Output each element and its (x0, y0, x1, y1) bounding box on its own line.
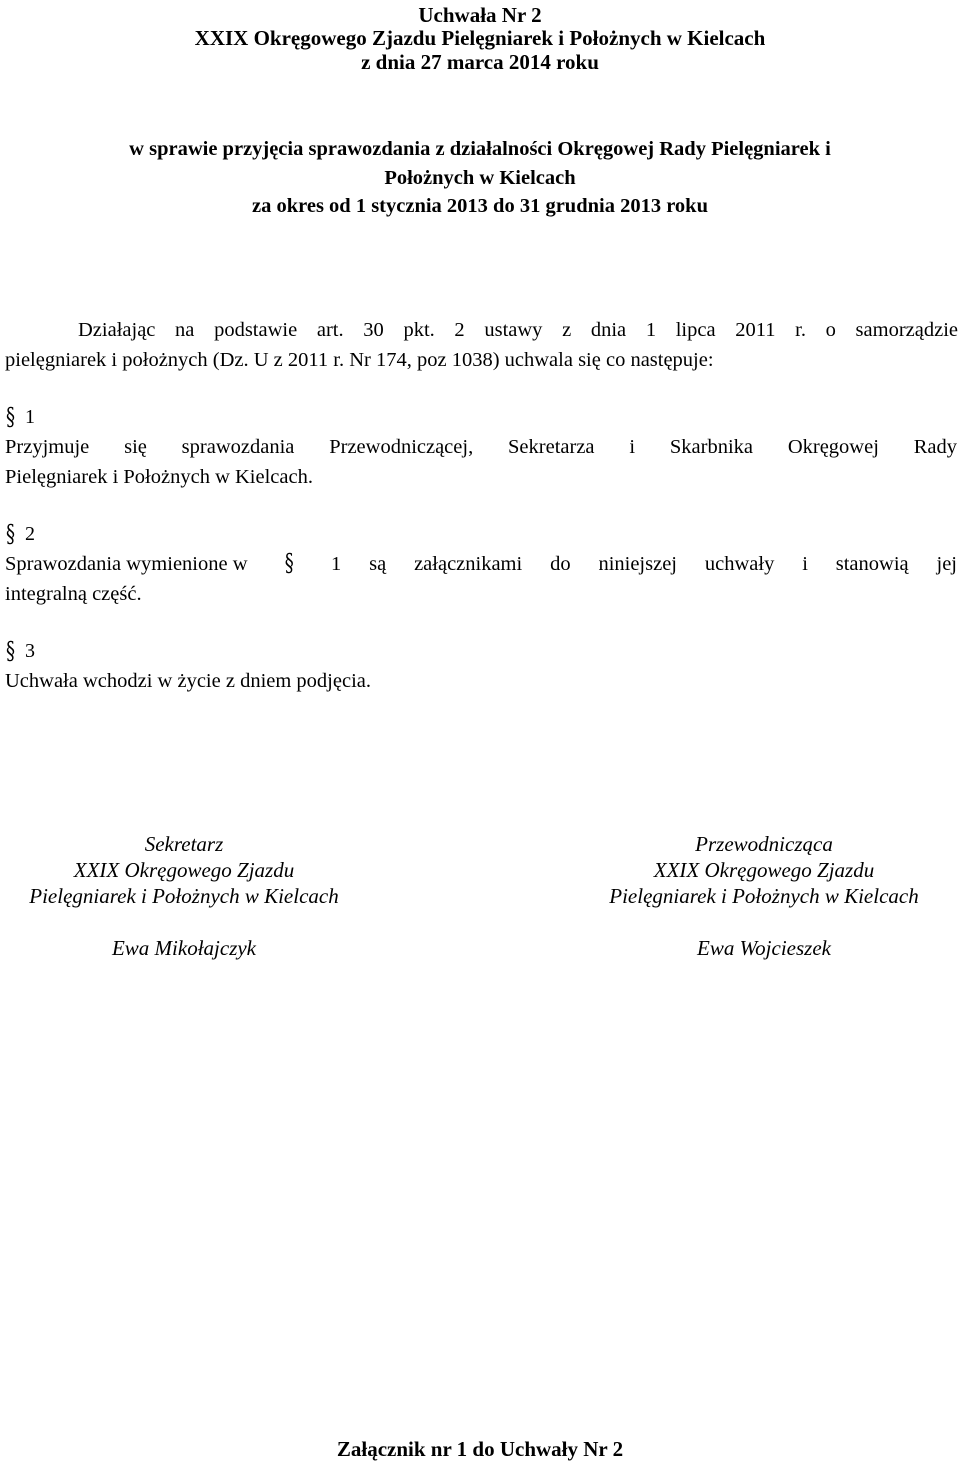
signature-left-org-2: Pielęgniarek i Położnych w Kielcach (29, 884, 339, 908)
resolution-congress: XXIX Okręgowego Zjazdu Pielęgniarek i Położnych w Kielcach (194, 26, 766, 50)
section-sign-icon: § (284, 549, 294, 578)
resolution-title: Uchwała Nr 2 (418, 3, 542, 27)
signature-right-org-2: Pielęgniarek i Położnych w Kielcach (609, 884, 919, 908)
section-1-line-1: Przyjmuje się sprawozdania Przewodniczącej, Sekretarza i Skarbnika Okręgowej Rady (5, 436, 957, 458)
resolution-date: z dnia 27 marca 2014 roku (361, 50, 599, 74)
signature-left-org-1: XXIX Okręgowego Zjazdu (73, 858, 295, 882)
section-2-heading (6, 519, 35, 550)
section-2-line-1 (5, 549, 957, 579)
signature-left-role: Sekretarz (144, 832, 224, 856)
signature-left-name: Ewa Mikołajczyk (111, 936, 257, 960)
section-3-line-1: Uchwała wchodzi w życie z dniem podjęcia. (5, 670, 371, 692)
subject-line-1: w sprawie przyjęcia sprawozdania z działalności Okręgowej Rady Pielęgniarek i (129, 138, 831, 160)
signature-right-org-1: XXIX Okręgowego Zjazdu (653, 858, 875, 882)
preamble-line-1: Działając na podstawie art. 30 pkt. 2 ustawy z dnia 1 lipca 2011 r. o samorządzie (78, 319, 958, 341)
section-1-line-2: Pielęgniarek i Położnych w Kielcach. (5, 466, 313, 488)
preamble-line-2: pielęgniarek i położnych (Dz. U z 2011 r. Nr 174, poz 1038) uchwala się co następuje: (5, 349, 714, 371)
section-sign-icon: § (6, 520, 15, 549)
subject-line-2: Położnych w Kielcach (384, 167, 576, 189)
section-2-text-after: 1 są załącznikami do niniejszej uchwały i stanowią jej (331, 553, 957, 575)
section-3-heading (6, 636, 35, 667)
signature-right-role: Przewodnicząca (695, 832, 833, 856)
attachment-label: Załącznik nr 1 do Uchwały Nr 2 (336, 1437, 624, 1461)
section-2-text-before: Sprawozdania wymienione w (5, 553, 248, 575)
subject-line-3: za okres od 1 stycznia 2013 do 31 grudnia 2013 roku (252, 195, 708, 217)
section-number: 2 (25, 523, 35, 545)
section-sign-icon: § (6, 637, 15, 666)
section-number: 3 (25, 640, 35, 662)
section-number: 1 (25, 406, 35, 428)
signature-right-name: Ewa Wojcieszek (697, 936, 831, 960)
section-1-heading (6, 402, 35, 433)
section-sign-icon: § (6, 403, 15, 432)
section-2-line-2: integralną część. (5, 583, 142, 605)
